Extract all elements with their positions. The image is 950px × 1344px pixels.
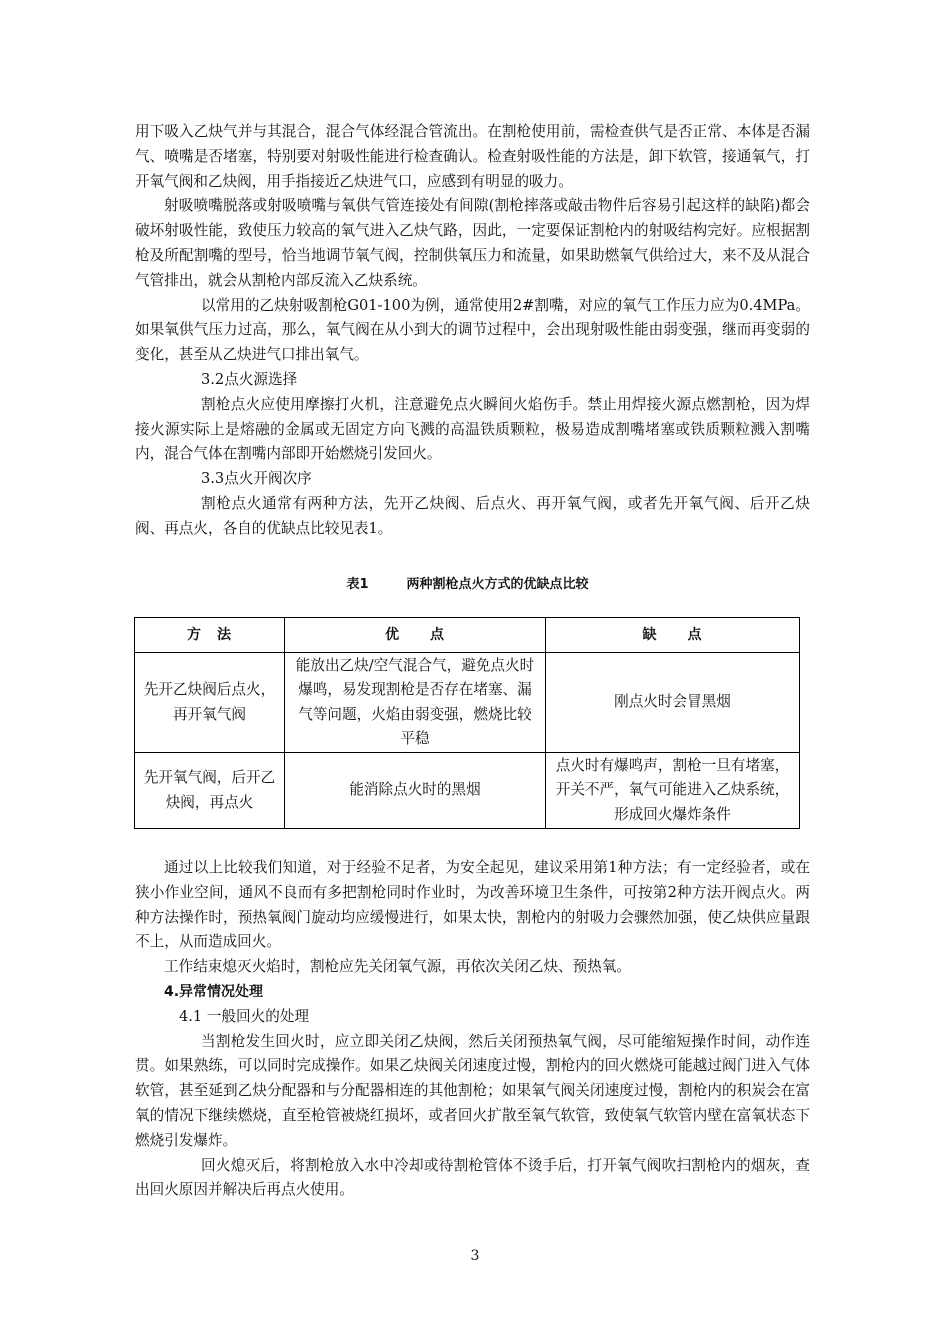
paragraph: 当割枪发生回火时，应立即关闭乙炔阀，然后关闭预热氧气阀，尽可能缩短操作时间，动作连贯。如果熟练，可以同时完成操作。如果乙炔阀关闭速度过慢，割枪内的回火燃烧可能越过阀门进入气体软管，甚至延到乙炔分配器和与分配器相连的其他割枪；如果氧气阀关闭速度过慢，割枪内的积炭会在富氧的情况下继续燃烧，直至枪管被烧红损坏，或者回火扩散至氧气软管，致使氧气软管内壁在富氧状态下燃烧引发爆炸。 <box>135 1032 810 1149</box>
paragraph: 割枪点火应使用摩擦打火机，注意避免点火瞬间火焰伤手。禁止用焊接火源点燃割枪，因为焊接火源实际上是熔融的金属或无固定方向飞溅的高温铁质颗粒，极易造成割嘴堵塞或铁质颗粒溅入割嘴内，混合气体在割嘴内部即开始燃烧引发回火。 <box>135 395 810 463</box>
paragraph: 回火熄灭后，将割枪放入水中冷却或待割枪管体不烫手后，打开氧气阀吹扫割枪内的烟灰，查出回火原因并解决后再点火使用。 <box>135 1156 810 1199</box>
table-cell: 先开乙炔阀后点火，再开氧气阀 <box>135 653 285 753</box>
body-text-top <box>135 120 810 542</box>
table-cell: 刚点火时会冒黑烟 <box>546 653 800 753</box>
table-cell: 能消除点火时的黑烟 <box>285 753 546 829</box>
section-heading-4-1: 4.1 一般回火的处理 <box>179 1007 310 1025</box>
table-cell: 点火时有爆鸣声，割枪一旦有堵塞，开关不严，氧气可能进入乙炔系统，形成回火爆炸条件 <box>546 753 800 829</box>
paragraph: 通过以上比较我们知道，对于经验不足者，为安全起见，建议采用第1种方法；有一定经验者，或在狭小作业空间，通风不良而有多把割枪同时作业时，为改善环境卫生条件，可按第2种方法开阀点火。两种方法操作时，预热氧阀门旋动均应缓慢进行，如果太快，割枪内的射吸力会骤然加强，使乙炔供应量跟不上，从而造成回火。 <box>135 859 810 951</box>
paragraph: 以常用的乙炔射吸割枪G01-100为例，通常使用2#割嘴，对应的氧气工作压力应为0.4MPa。如果氧供气压力过高，那么，氧气阀在从小到大的调节过程中，会出现射吸性能由弱变强，继而再变弱的变化，甚至从乙炔进气口排出氧气。 <box>135 296 810 364</box>
body-text-bottom <box>135 856 810 1203</box>
column-header-advantages: 优 点 <box>285 618 546 653</box>
column-header-method: 方 法 <box>135 618 285 653</box>
paragraph: 割枪点火通常有两种方法，先开乙炔阀、后点火、再开氧气阀，或者先开氧气阀、后开乙炔阀、再点火，各自的优缺点比较见表1。 <box>135 494 810 537</box>
table-row <box>135 753 800 829</box>
section-heading-3-3: 3.3点火开阀次序 <box>201 470 312 488</box>
table-header-row <box>135 618 800 653</box>
page-number: 3 <box>470 1248 480 1264</box>
table-row <box>135 653 800 753</box>
column-header-disadvantages: 缺 点 <box>546 618 800 653</box>
table-caption <box>135 573 800 592</box>
paragraph: 用下吸入乙炔气并与其混合，混合气体经混合管流出。在割枪使用前，需检查供气是否正常、本体是否漏气、喷嘴是否堵塞，特别要对射吸性能进行检查确认。检查射吸性能的方法是，卸下软管，接通氧气，打开氧气阀和乙炔阀，用手指接近乙炔进气口，应感到有明显的吸力。 <box>135 123 810 190</box>
section-heading-4: 4.异常情况处理 <box>164 983 264 1000</box>
table-number: 表1 <box>346 577 369 592</box>
table-title: 两种割枪点火方式的优缺点比较 <box>406 577 589 592</box>
table-cell: 能放出乙炔/空气混合气，避免点火时爆鸣，易发现割枪是否存在堵塞、漏气等问题，火焰由弱变强，燃烧比较平稳 <box>285 653 546 753</box>
table-cell: 先开氧气阀，后开乙炔阀，再点火 <box>135 753 285 829</box>
section-heading-3-2: 3.2点火源选择 <box>201 370 298 388</box>
paragraph: 工作结束熄灭火焰时，割枪应先关闭氧气源，再依次关闭乙炔、预热氧。 <box>164 958 632 976</box>
paragraph: 射吸喷嘴脱落或射吸喷嘴与氧供气管连接处有间隙(割枪摔落或敲击物件后容易引起这样的缺陷)都会破坏射吸性能，致使压力较高的氧气进入乙炔气路，因此，一定要保证割枪内的射吸结构完好。应根据割枪及所配割嘴的型号，恰当地调节氧气阀，控制供氧压力和流量，如果助燃氧气供给过大，来不及从混合气管排出，就会从割枪内部反流入乙炔系统。 <box>135 197 810 289</box>
comparison-table <box>134 617 800 829</box>
